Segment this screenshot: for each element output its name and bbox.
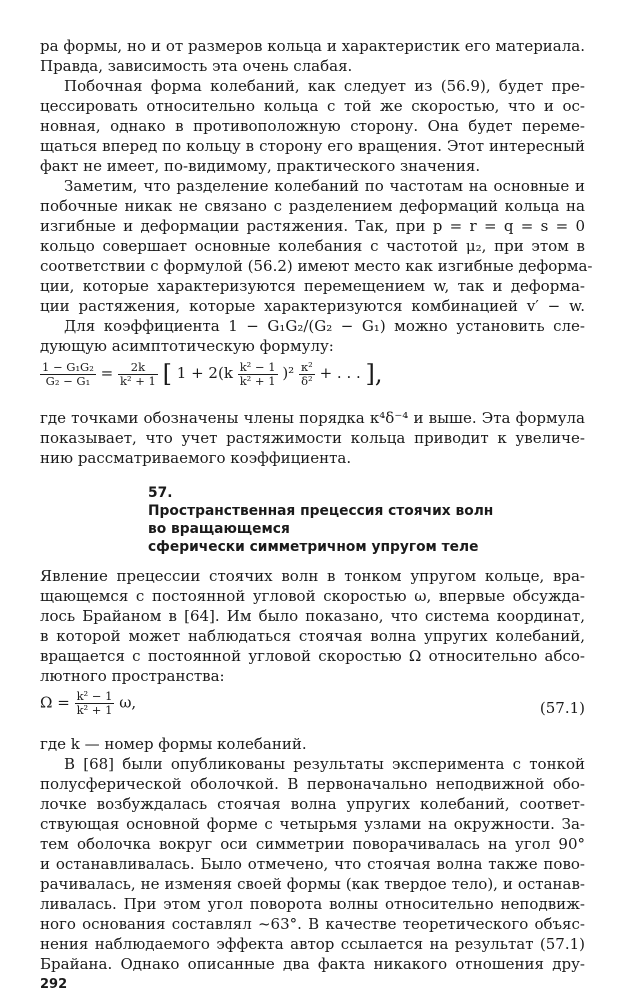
section-title-line: сферически симметричном упругом теле <box>148 539 479 555</box>
fraction: $\frac{\text{κ²}}{\text{δ²}}$ <box>300 359 313 388</box>
asymptotic-formula: $\frac{\text{1 − G₁G₂}}{\text{G₂ − G₁}}$ = $\frac{2k}{\text{k² + 1}}$ [ 1 + 2(k $\frac{\text{k² − 1}}{\text{k² + 1}}$ )² $\frac{\text{κ²}}{\text{δ²}}$ + . . . ], <box>42 359 383 388</box>
section-number: 57. <box>148 485 173 501</box>
text-line: лось Брайаном в [64]. Им было показано, что система координат, <box>40 607 585 625</box>
text-line: ного основания составлял ~63°. В качестве теоретического объяс- <box>40 915 585 933</box>
fraction: $\frac{\text{1 − G₁G₂}}{\text{G₂ − G₁}}$ <box>42 359 94 388</box>
text-line: новная, однако в противоположную сторону. Она будет переме- <box>40 117 585 135</box>
page-number: 292 <box>40 977 68 992</box>
text-line: ра формы, но и от размеров кольца и характеристик его материала. <box>40 37 585 55</box>
text-line: Брайана. Однако описанные два факта никакого отношения дру- <box>40 955 585 973</box>
equation-number: (57.1) <box>539 699 585 717</box>
text-line: лютного пространства: <box>40 667 225 685</box>
text-line: соответствии с формулой (56.2) имеют место как изгибные деформа- <box>40 257 593 275</box>
fraction: $\frac{\text{k² − 1}}{\text{k² + 1}}$ <box>76 689 113 717</box>
text-line: ции, которые характеризуются перемещением w, так и деформа- <box>40 277 585 295</box>
fraction: $\frac{\text{k² − 1}}{\text{k² + 1}}$ <box>239 359 276 388</box>
section-title-line: Пространственная прецессия стоячих волн <box>148 503 494 519</box>
text-line: ливалась. При этом угол поворота волны относительно неподвиж- <box>40 895 585 913</box>
text-line: в которой может наблюдаться стоячая волна упругих колебаний, <box>40 627 585 645</box>
text-line: лочке возбуждалась стоячая волна упругих колебаний, соответ- <box>40 795 585 813</box>
text-line: Побочная форма колебаний, как следует из (56.9), будет пре- <box>64 77 585 95</box>
text-line: цессировать относительно кольца с той же скоростью, что и ос- <box>40 97 585 115</box>
text-line: показывает, что учет растяжимости кольца приводит к увеличе- <box>40 429 585 447</box>
text-line: полусферической оболочкой. В первоначально неподвижной обо- <box>40 775 585 793</box>
text-line: тем оболочка вокруг оси симметрии поворачивалась на угол 90° <box>40 835 585 853</box>
text-line: и останавливалась. Было отмечено, что стоячая волна также пово- <box>40 855 585 873</box>
text-line: вращается с постоянной угловой скоростью Ω относительно абсо- <box>40 647 585 665</box>
text-line: Правда, зависимость эта очень слабая. <box>40 57 353 75</box>
text-line: нения наблюдаемого эффекта автор ссылается на результат (57.1) <box>40 935 585 953</box>
text-line: где k — номер формы колебаний. <box>40 735 307 753</box>
text-line: Явление прецессии стоячих волн в тонком упругом кольце, вра- <box>40 567 585 585</box>
text-line: нию рассматриваемого коэффициента. <box>40 449 352 467</box>
text-line: Для коэффициента 1 − G₁G₂/(G₂ − G₁) можно установить сле- <box>64 317 585 335</box>
text-line: изгибные и деформации растяжения. Так, при p = r = q = s = 0 <box>40 217 585 235</box>
text-line: дующую асимптотическую формулу: <box>40 337 334 355</box>
text-line: ствующая основной форме с четырьмя узлами на окружности. За- <box>40 815 585 833</box>
text-line: факт не имеет, по-видимому, практического значения. <box>40 157 481 175</box>
text-line: щаться вперед по кольцу в сторону его вращения. Этот интересный <box>40 137 585 155</box>
text-line: рачивалась, не изменяя своей формы (как твердое тело), и останав- <box>40 875 585 893</box>
text-line: В [68] были опубликованы результаты эксперимента с тонкой <box>64 755 585 773</box>
text-line: Заметим, что разделение колебаний по частотам на основные и <box>64 177 585 195</box>
text-line: щающемся с постоянной угловой скоростью ω, впервые обсуждa- <box>40 587 585 605</box>
fraction: $\frac{2k}{\text{k² + 1}}$ <box>120 359 156 388</box>
section-title-line: во вращающемся <box>148 521 290 537</box>
text-line: где точками обозначены члены порядка κ⁴δ⁻⁴ и выше. Эта формула <box>40 409 585 427</box>
text-line: ции растяжения, которые характеризуются комбинацией v′ − w. <box>40 297 585 315</box>
text-line: кольцо совершает основные колебания с частотой μ₂, при этом в <box>40 237 585 255</box>
text-line: побочные никак не связано с разделением деформаций кольца на <box>40 197 585 215</box>
precession-formula: Ω = $\frac{\text{k² − 1}}{\text{k² + 1}}$ ω, <box>40 689 137 717</box>
